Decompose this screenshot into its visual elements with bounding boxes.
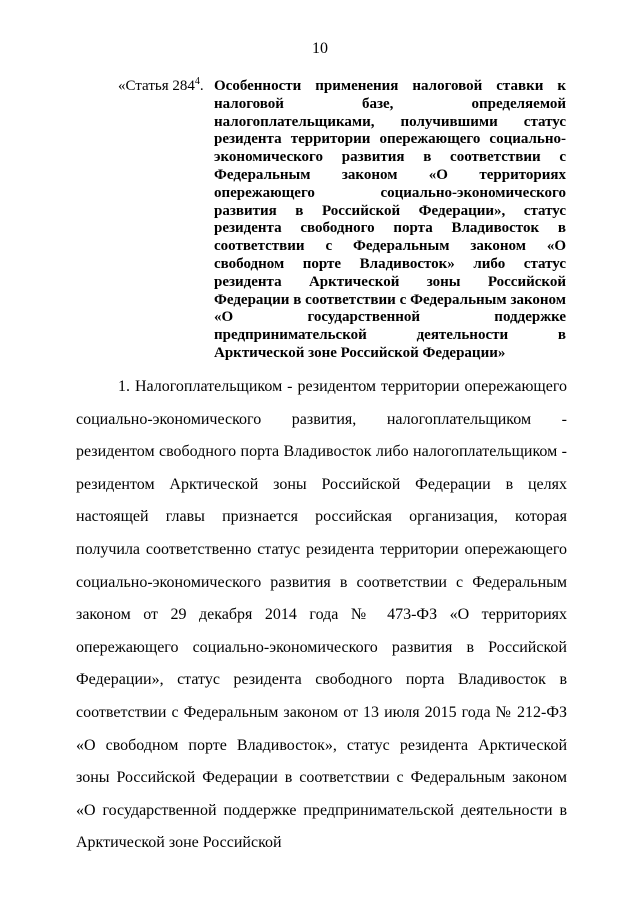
page-number: 10	[312, 40, 328, 57]
body-paragraph-1: 1. Налогоплательщиком - резидентом территории опережающего социально-экономического развития, налогоплательщиком - резидентом свободного порта Владивосток либо налогоплательщиком - резидентом Арктической зоны Российской Федерации в целях настоящей главы признается российская организация, которая получила соответственно статус резидента территории опережающего социально-экономического развития в соответствии с Федеральным законом от 29 декабря 2014 года № 473-ФЗ «О территориях опережающего социально-экономического развития в Российской Федерации», статус резидента свободного порта Владивосток в соответствии с Федеральным законом от 13 июля 2015 года № 212-ФЗ «О свободном порте Владивосток», статус резидента Арктической зоны Российской Федерации в соответствии с Федеральным законом «О государственной поддержке предпринимательской деятельности в Арктической зоне Российской	[76, 378, 567, 852]
article-prefix-text: «Статья 284	[118, 78, 195, 94]
article-prefix-dot: .	[199, 78, 204, 94]
article-title: Особенности применения налоговой ставки к налоговой базе, определяемой налогоплательщиками, получившими статус резидента территории опережающего социально-экономического развития в соответствии с Федеральным законом «О территориях опережающего социально-экономического развития в Российской Федерации», статус резидента свободного порта Владивосток в соответствии с Федеральным законом «О свободном порте Владивосток» либо статус резидента Арктической зоны Российской Федерации в соответствии с Федеральным законом «О государственной поддержке предпринимательской деятельности в Арктической зоне Российской Федерации»	[214, 78, 566, 361]
article-superscript: 4	[194, 76, 200, 87]
article-number	[118, 78, 204, 95]
